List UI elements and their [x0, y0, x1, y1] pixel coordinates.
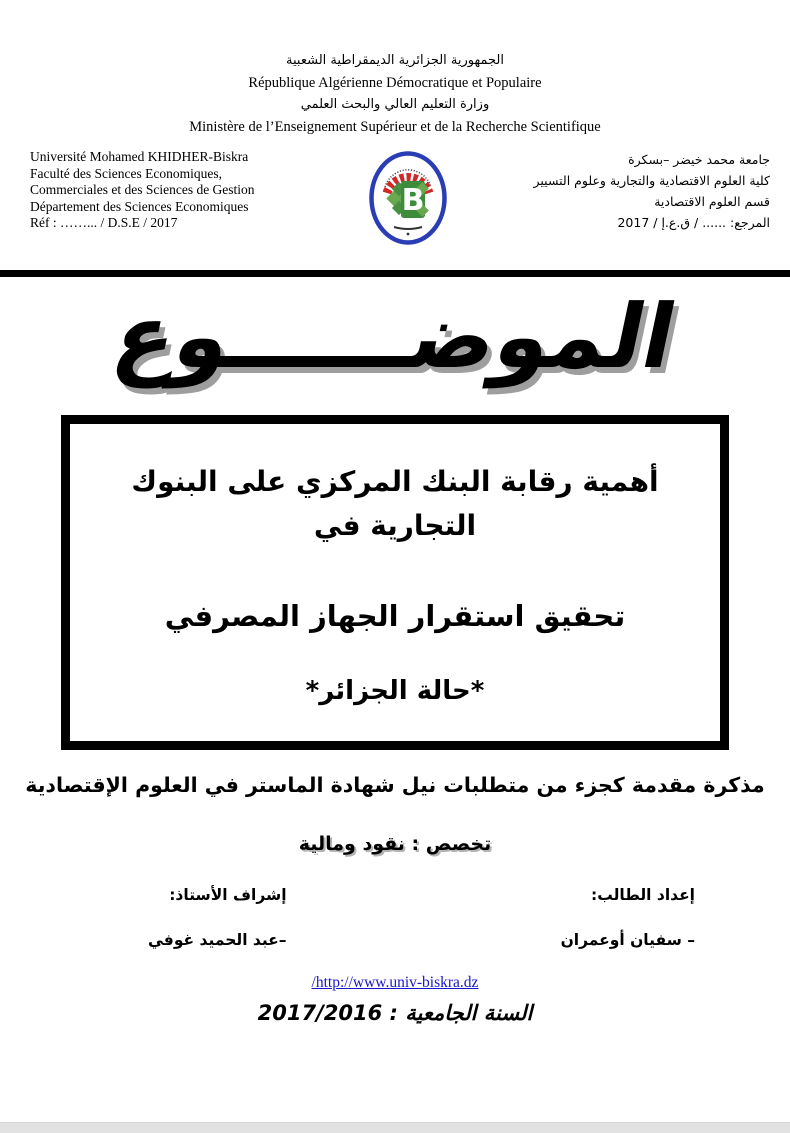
subject-banner: الموضــــــوع — [105, 285, 686, 388]
student-column — [561, 886, 695, 949]
university-logo-icon — [368, 151, 448, 246]
ministry-name-french: Ministère de l’Enseignement Supérieur et de la Recherche Scientifique — [189, 119, 601, 135]
faculty-name-french-line1: Faculté des Sciences Economiques, — [30, 165, 222, 181]
reference-number-french: Réf : ……... / D.S.E / 2017 — [30, 215, 178, 230]
faculty-name-arabic: كلية العلوم الاقتصادية والتجارية وعلوم التسيير — [533, 173, 770, 188]
svg-text:B: B — [401, 183, 424, 218]
people-row — [0, 886, 790, 949]
website-line — [0, 972, 790, 992]
faculty-name-french-line2: Commerciales et des Sciences de Gestion — [30, 182, 255, 197]
republic-name-french: République Algérienne Démocratique et Populaire — [248, 75, 542, 91]
thesis-title-line2: تحقيق استقرار الجهاز المصرفي — [164, 599, 626, 633]
university-name-french: Université Mohamed KHIDHER-Biskra — [30, 149, 249, 164]
student-name: – سفيان أوعمران — [560, 931, 695, 949]
institution-block-arabic — [485, 149, 770, 233]
reference-number-arabic: المرجع: ...... / ق.ع.إ / 2017 — [617, 215, 770, 230]
thesis-title-case-study: *حالة الجزائر* — [305, 676, 485, 706]
ministry-name-arabic: وزارة التعليم العالي والبحث العلمي — [300, 97, 490, 112]
republic-name-arabic: الجمهورية الجزائرية الديمقراطية الشعبية — [286, 53, 504, 68]
thesis-title-box — [61, 415, 729, 750]
thesis-title-line1: أهمية رقابة البنك المركزي على البنوك التجارية في — [131, 465, 659, 542]
supervisor-label: إشراف الأستاذ: — [169, 886, 287, 904]
department-name-french: Département des Sciences Economiques — [30, 198, 249, 214]
university-website-link[interactable]: /http://www.univ-biskra.dz — [311, 974, 479, 991]
header-divider — [0, 270, 790, 277]
state-header — [0, 0, 790, 138]
supervisor-name: –عبد الحميد غوفي — [148, 931, 287, 949]
specialty-line: تخصص : نقود ومالية — [298, 833, 492, 855]
memo-statement: مذكرة مقدمة كجزء من متطلبات نيل شهادة الماستر في العلوم الإقتصادية — [25, 773, 765, 797]
institution-block-french — [30, 149, 330, 232]
academic-year: السنة الجامعية : 2017/2016 — [257, 1001, 533, 1025]
page-bottom-bar — [0, 1122, 790, 1133]
supervisor-column — [148, 886, 287, 949]
student-label: إعداد الطالب: — [591, 886, 695, 904]
institution-row — [0, 149, 790, 246]
university-name-arabic: جامعة محمد خيضر –بسكرة — [628, 152, 770, 167]
department-name-arabic: قسم العلوم الاقتصادية — [654, 194, 770, 209]
